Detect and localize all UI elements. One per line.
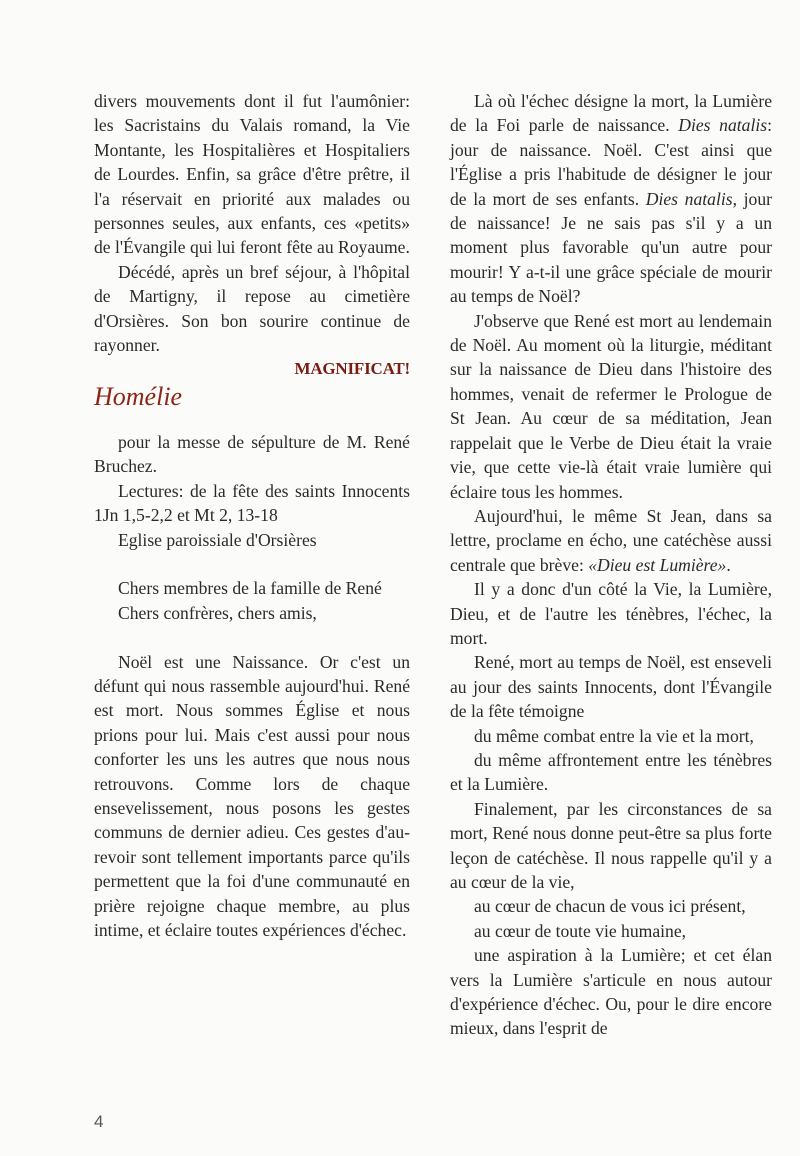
right-column (450, 89, 772, 1041)
paragraph: Décédé, après un bref séjour, à l'hôpital de Martigny, il repose au cimetière d'Orsières. Son bon sourire continue de rayonner. (94, 261, 410, 356)
homily-readings: Lectures: de la fête des saints Innocents 1Jn 1,5-2,2 et Mt 2, 13-18 (94, 480, 410, 526)
paragraph: Noël est une Naissance. Or c'est un défunt qui nous rassemble aujourd'hui. René est mort. Nous sommes Église et nous prions pour lui. Mais c'est aussi pour nous conforter les uns les autres que nous nous retrouvons. Comme lors de chaque ensevelissement, nous posons les gestes communs de dernier adieu. Ces gestes d'au-revoir sont tellement importants parce qu'ils permettent que la foi d'une communauté en prière rejoigne chaque membre, au plus intime, et éclaire toutes expériences d'échec. (94, 651, 410, 940)
closing-exclamation: MAGNIFICAT! (294, 359, 410, 379)
page-number: 4 (94, 1112, 104, 1131)
greeting: Chers confrères, chers amis, (118, 602, 317, 623)
paragraph: René, mort au temps de Noël, est enseveli au jour des saints Innocents, dont l'Évangile de la fête témoigne (450, 652, 772, 722)
paragraph: Aujourd'hui, le même St Jean, dans sa lettre, proclame en écho, une catéchèse aussi centrale que brève: «Dieu est Lumière». (450, 505, 772, 575)
paragraph: du même affrontement entre les ténèbres et la Lumière. (450, 749, 772, 795)
homily-intro: pour la messe de sépulture de M. René Bruchez. (94, 431, 410, 477)
paragraph: une aspiration à la Lumière; et cet élan vers la Lumière s'articule en nous autour d'expérience d'échec. Ou, pour le dire encore mieux, dans l'esprit de (450, 945, 772, 1039)
greeting: Chers membres de la famille de René (118, 578, 382, 599)
paragraph: du même combat entre la vie et la mort, (474, 725, 754, 746)
paragraph: au cœur de chacun de vous ici présent, (474, 896, 746, 917)
paragraph: au cœur de toute vie humaine, (474, 920, 687, 941)
left-column (94, 89, 410, 942)
paragraph: Finalement, par les circonstances de sa mort, René nous donne peut-être sa plus forte leçon de catéchèse. Il nous rappelle qu'il y a au cœur de la vie, (450, 798, 772, 892)
paragraph: Là où l'échec désigne la mort, la Lumière de la Foi parle de naissance. Dies natalis: jour de naissance. Noël. C'est ainsi que l'Église a pris l'habitude de désigner le jour de la mort de ses enfants. Dies natalis, jour de naissance! Je ne sais pas s'il y a un moment plus favorable qu'un autre pour mourir! Y a-t-il une grâce spéciale de mourir au temps de Noël? (450, 91, 772, 307)
paragraph: Il y a donc d'un côté la Vie, la Lumière, Dieu, et de l'autre les ténèbres, l'échec, la mort. (450, 579, 772, 648)
paragraph: divers mouvements dont il fut l'aumônier: les Sacristains du Valais romand, la Vie Montante, les Hospitalières et Hospitaliers de Lourdes. Enfin, sa grâce d'être prêtre, il l'a réservait en priorité aux malades ou personnes seules, aux enfants, ces «petits» de l'Évangile qui lui feront fête au Royaume. (94, 91, 410, 258)
homily-location: Eglise paroissiale d'Orsières (118, 529, 317, 550)
section-title: Homélie (94, 381, 183, 411)
paragraph: J'observe que René est mort au lendemain de Noël. Au moment où la liturgie, méditant sur la naissance de Dieu dans l'histoire des hommes, venait de refermer le Prologue de St Jean. Au cœur de sa méditation, Jean rappelait que le Verbe de Dieu était la vraie vie, que cette vie-là était vraie lumière qui éclaire tous les hommes. (450, 310, 772, 502)
